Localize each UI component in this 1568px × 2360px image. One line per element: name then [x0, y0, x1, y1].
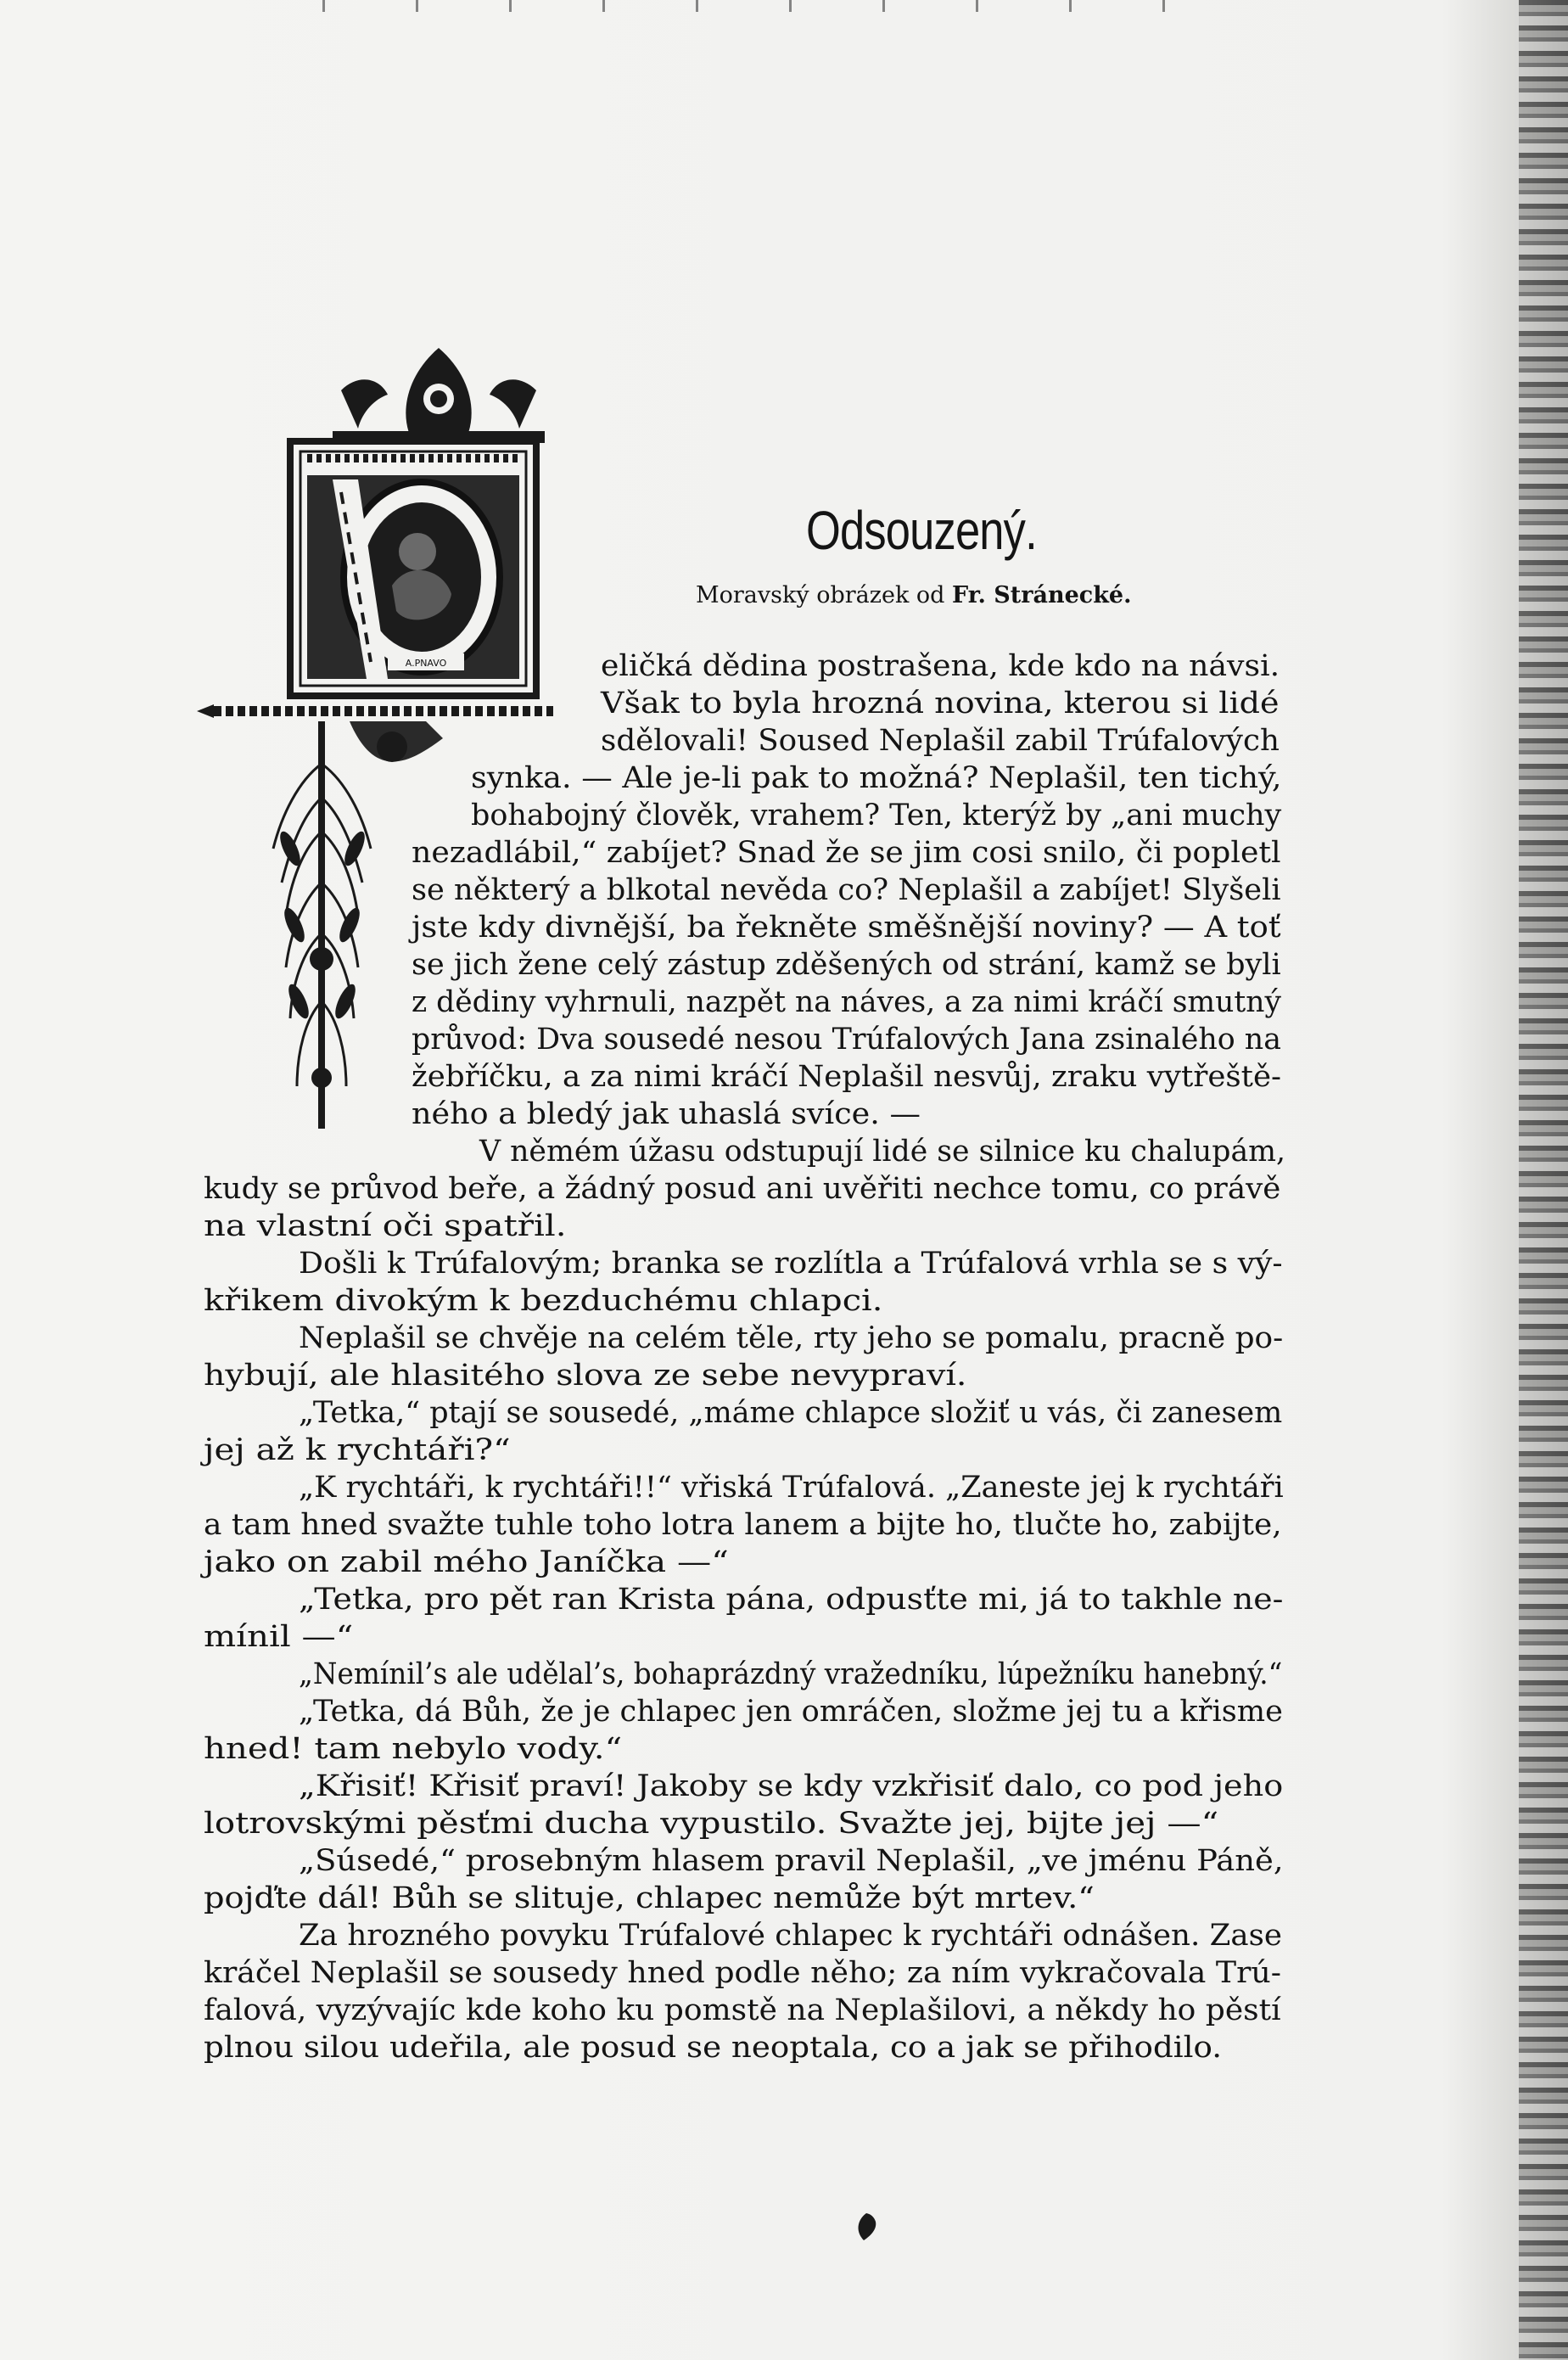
body-line: „Súsedé,“ prosebným hlasem pravil Neplašil, „ve jménu Páně,	[299, 1844, 1284, 1878]
page-top-edge	[322, 0, 1256, 12]
article-title: Odsouzený.	[806, 500, 1037, 561]
body-line: jste kdy divnější, ba řekněte směšnější noviny? — A toť	[412, 911, 1281, 945]
body-line: na vlastní oči spatřil.	[204, 1209, 567, 1243]
body-line: z dědiny vyhrnuli, nazpět na náves, a za nimi kráčí smutný	[412, 985, 1281, 1019]
body-line: pojďte dál! Bůh se slituje, chlapec nemůže být mrtev.“	[204, 1881, 1095, 1915]
body-line: průvod: Dva sousedé nesou Trúfalových Jana zsinalého na	[412, 1023, 1281, 1057]
body-line: jej až k rychtáři?“	[204, 1433, 511, 1467]
body-line: „Nemínil’s ale udělal’s, bohaprázdný vražedníku, lúpežníku hanebný.“	[299, 1657, 1283, 1691]
body-line: lotrovskými pěsťmi ducha vypustilo. Svažte jej, bijte jej —“	[204, 1807, 1219, 1841]
body-line: Neplašil se chvěje na celém těle, rty jeho se pomalu, pracně po-	[299, 1321, 1284, 1355]
body-line: sdělovali! Soused Neplašil zabil Trúfalových	[601, 724, 1280, 758]
palmette-ornament	[333, 348, 545, 443]
body-line: se jich žene celý zástup zděšených od strání, kamž se byli	[412, 948, 1281, 982]
article-subtitle	[696, 582, 1205, 608]
body-line: nezadlábil,“ zabíjet? Snad že se jim cosi snilo, či popletl	[412, 836, 1281, 870]
initial-plaque: A.PNAVO	[405, 658, 447, 669]
body-line: se některý a blkotal nevěda co? Neplašil a zabíjet! Slyšeli	[412, 873, 1281, 907]
body-line: „K rychtáři, k rychtáři!!“ vřiská Trúfalová. „Zaneste jej k rychtáři	[299, 1471, 1284, 1505]
body-line: ného a bledý jak uhaslá svíce. —	[412, 1097, 921, 1131]
body-line: „Křisiť! Křisiť praví! Jakoby se kdy vzkřisiť dalo, co pod jeho	[299, 1769, 1284, 1803]
body-line: falová, vyzývajíc kde koho ku pomstě na Neplašilovi, a někdy ho pěstí	[204, 1993, 1281, 2027]
body-line: a tam hned svažte tuhle toho lotra lanem a bijte ho, tlučte ho, zabijte,	[204, 1508, 1282, 1542]
body-line: hned! tam nebylo vody.“	[204, 1732, 623, 1766]
body-line: hybují, ale hlasitého slova ze sebe nevypraví.	[204, 1359, 967, 1393]
body-line: „Tetka, pro pět ran Krista pána, odpusťte mi, já to takhle ne-	[299, 1583, 1284, 1617]
body-line: kráčel Neplašil se sousedy hned podle něho; za ním vykračovala Trú-	[204, 1956, 1282, 1990]
body-line: eličká dědina postrašena, kde kdo na návsi.	[601, 649, 1280, 683]
body-line: V němém úžasu odstupují lidé se silnice ku chalupám,	[479, 1135, 1286, 1169]
body-line: mínil —“	[204, 1620, 354, 1654]
body-line: kudy se průvod beře, a žádný posud ani uvěřiti nechce tomu, co právě	[204, 1172, 1281, 1206]
body-line: Však to byla hrozná novina, kterou si lidé	[601, 687, 1280, 720]
body-line: křikem divokým k bezduchému chlapci.	[204, 1284, 883, 1318]
body-line: jako on zabil mého Janíčka —“	[204, 1545, 729, 1579]
page-end-ornament	[854, 2211, 879, 2242]
subtitle-prefix: Moravský obrázek od	[696, 582, 945, 608]
body-line: žebříčku, a za nimi kráčí Neplašil nesvůj, zraku vytřeště-	[412, 1060, 1282, 1094]
body-line: synka. — Ale je-li pak to možná? Neplašil, ten tichý,	[471, 761, 1282, 795]
body-line: „Tetka, dá Bůh, že je chlapec jen omráčen, složme jej tu a křisme	[299, 1695, 1283, 1729]
body-line: bohabojný člověk, vrahem? Ten, kterýž by „ani muchy	[471, 799, 1282, 832]
page-binding-edge	[1519, 0, 1568, 2360]
body-line: Došli k Trúfalovým; branka se rozlítla a Trúfalová vrhla se s vý-	[299, 1247, 1283, 1281]
subtitle-author: Fr. Stránecké.	[952, 582, 1132, 608]
body-line: Za hrozného povyku Trúfalové chlapec k rychtáři odnášen. Zase	[299, 1919, 1283, 1953]
body-line: plnou silou udeřila, ale posud se neoptala, co a jak se přihodilo.	[204, 2031, 1223, 2065]
body-line: „Tetka,“ ptají se sousedé, „máme chlapce složiť u vás, či zanesem	[299, 1396, 1283, 1430]
